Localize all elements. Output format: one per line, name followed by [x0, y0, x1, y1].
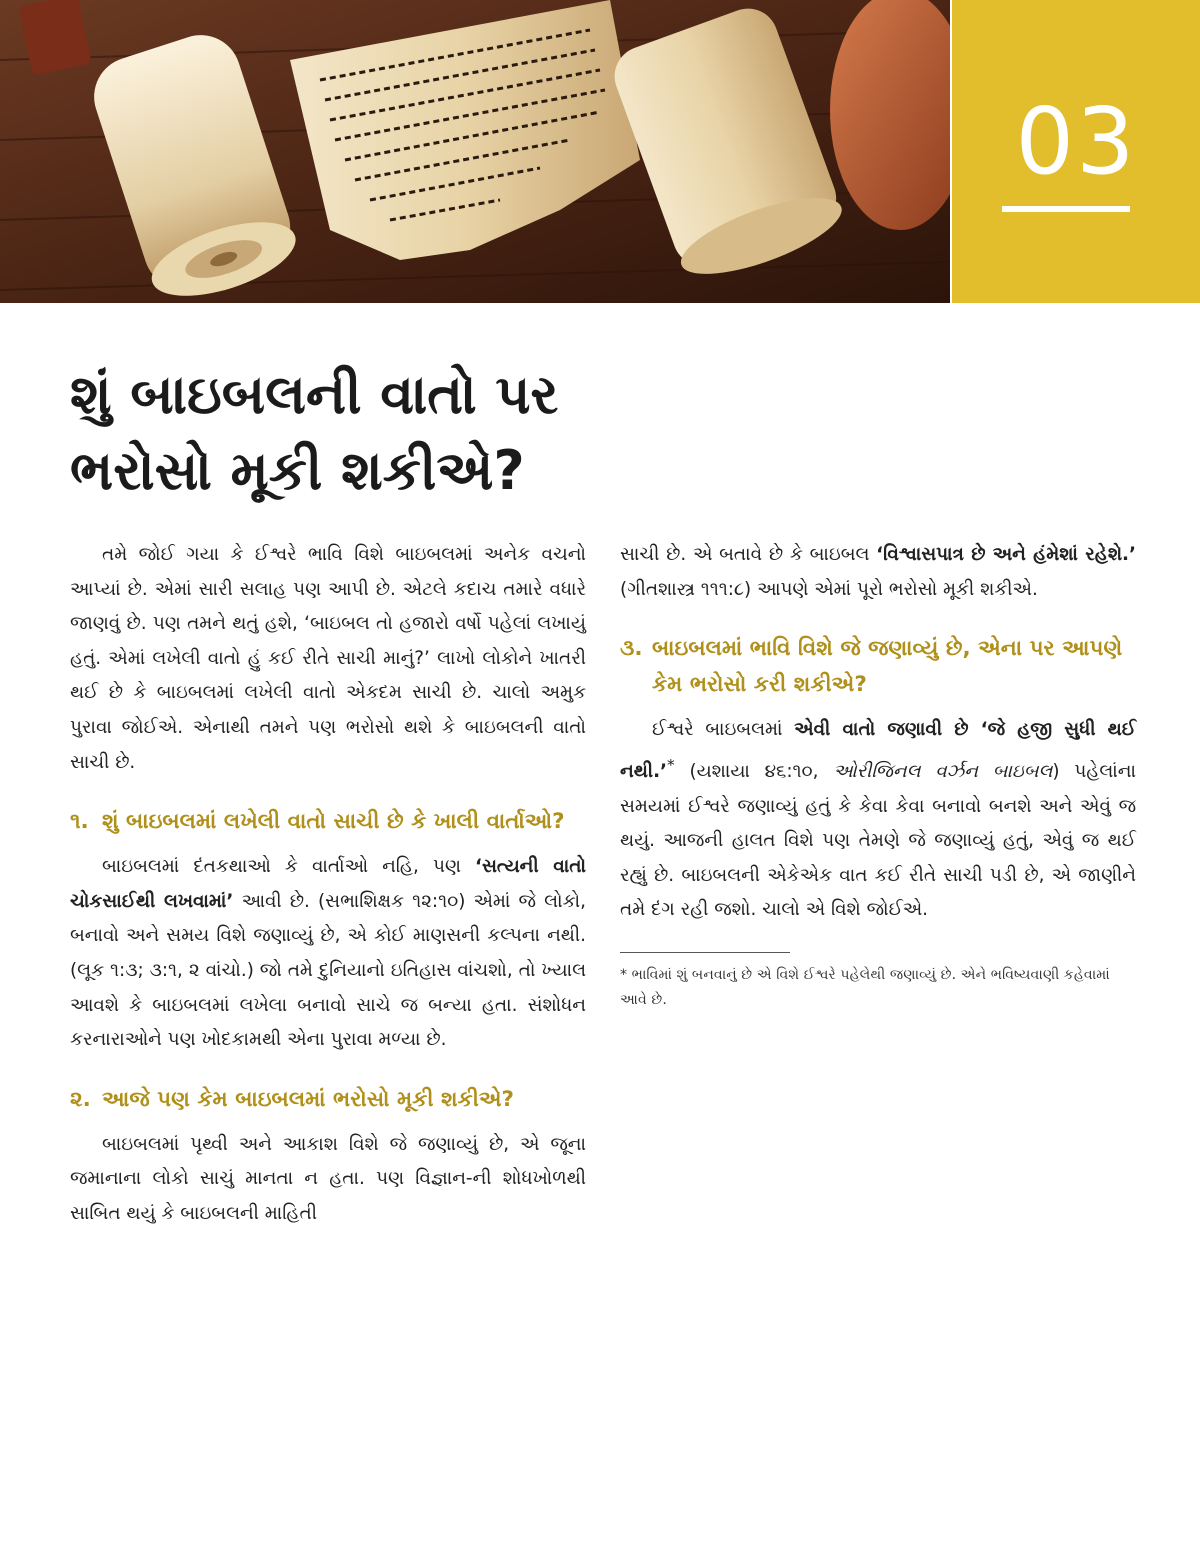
- question-2-number: ૨.: [70, 1086, 91, 1112]
- q3-citation-end: ): [1052, 760, 1060, 782]
- question-1-text: શું બાઇબલમાં લખેલી વાતો સાચી છે કે ખાલી વાર્તાઓ?: [102, 809, 565, 835]
- q2-text-right-start: સાચી છે. એ બતાવે છે કે બાઇબલ: [620, 544, 870, 565]
- page-title: શું બાઇબલની વાતો પર ભરોસો મૂકી શકીએ?: [70, 363, 559, 502]
- footnote: [620, 963, 1136, 1013]
- intro-paragraph: તમે જોઈ ગયા કે ઈશ્વરે ભાવિ વિશે બાઇબલમાં અનેક વચનો આપ્યાં છે. એમાં સારી સલાહ પણ આપી છે. એટલે કદાચ તમારે વધારે જાણવું છે. પણ તમને થતું હશે, ‘બાઇબલ તો હજારો વર્ષો પહેલાં લખાયું હતું. એમાં લખેલી વાતો હું કઈ રીતે સાચી માનું?’ લાખો લોકોને ખાતરી થઈ છે કે બાઇબલમાં લખેલી વાતો એકદમ સાચી છે. ચાલો અમુક પુરાવા જોઈએ. એનાથી તમને પણ ભરોસો થશે કે બાઇબલની વાતો સાચી છે.: [70, 544, 586, 773]
- question-1-answer: [70, 850, 586, 1058]
- question-2-answer-part-2: [620, 538, 1136, 607]
- q2-bold-quote: ‘વિશ્વાસપાત્ર છે અને હંમેશાં રહેશે.’: [876, 544, 1136, 565]
- right-column: [620, 538, 1136, 1013]
- q2-text-right-end: (ગીતશાસ્ત્ર ૧૧૧:૮) આપણે એમાં પૂરો ભરોસો મૂકી શકીએ.: [620, 578, 1038, 600]
- q3-citation-start: (યશાયા ૪૬:૧૦,: [689, 760, 819, 782]
- q3-text-start: ઈશ્વરે બાઇબલમાં: [652, 719, 783, 741]
- q3-citation-italic: ઓરીજિનલ વર્ઝન બાઇબલ: [833, 760, 1053, 782]
- footnote-text: ભાવિમાં શું બનવાનું છે એ વિશે ઈશ્વરે પહેલેથી જણાવ્યું છે. એને ભવિષ્યવાણી કહેવામાં આવે છે.: [620, 966, 1110, 1008]
- header-photo-scrolls: [0, 0, 950, 303]
- question-2-heading: [70, 1082, 586, 1118]
- q3-bold-quote: એવી વાતો જણાવી છે ‘જે હજી સુધી થઈ નથી.’: [620, 719, 1136, 782]
- q1-bold-quote: ‘સત્યની વાતો ચોકસાઈથી લખવામાં’: [70, 856, 586, 912]
- question-3-text: બાઇબલમાં ભાવિ વિશે જે જણાવ્યું છે, એના પર આપણે કેમ ભરોસો કરી શકીએ?: [652, 636, 1123, 698]
- q1-text-start: બાઇબલમાં દંતકથાઓ કે વાર્તાઓ નહિ, પણ: [102, 856, 461, 878]
- footnote-divider: [620, 952, 790, 953]
- question-1-number: ૧.: [70, 809, 89, 835]
- question-2-answer-part-1: બાઇબલમાં પૃથ્વી અને આકાશ વિશે જે જણાવ્યું છે, એ જૂના જમાનાના લોકો સાચું માનતા ન હતા. પણ વિજ્ઞાન-ની શોધખોળથી સાબિત થયું કે બાઇબલની માહિતી: [70, 1133, 586, 1224]
- question-3-number: ૩.: [620, 636, 643, 662]
- left-column: [70, 538, 586, 1232]
- q3-footnote-marker: *: [667, 755, 675, 774]
- question-1-heading: [70, 804, 586, 840]
- section-number-badge: [952, 0, 1200, 303]
- question-2-text: આજે પણ કેમ બાઇબલમાં ભરોસો મૂકી શકીએ?: [102, 1086, 515, 1112]
- section-number-underline: [1002, 206, 1130, 212]
- question-3-heading: [620, 631, 1136, 703]
- q3-text-end: પહેલાંના સમયમાં ઈશ્વરે જણાવ્યું હતું કે કેવા કેવા બનાવો બનશે અને એવું જ થયું. આજની હાલત વિશે પણ તેમણે જે જણાવ્યું હતું, એવું જ થઈ રહ્યું છે. બાઇબલની એકેએક વાત કઈ રીતે સાચી પડી છે, એ જાણીને તમે દંગ રહી જશો. ચાલો એ વિશે જોઈએ.: [620, 760, 1136, 921]
- section-number: 03: [1015, 88, 1137, 195]
- scrolls-illustration: [0, 0, 950, 303]
- q1-text-end: આવી છે. (સભાશિક્ષક ૧૨:૧૦) એમાં જે લોકો, બનાવો અને સમય વિશે જણાવ્યું છે, એ કોઈ માણસની કલ્પના નથી. (લૂક ૧:૩; ૩:૧, ૨ વાંચો.) જો તમે દુનિયાનો ઇતિહાસ વાંચશો, તો ખ્યાલ આવશે કે બાઇબલમાં લખેલા બનાવો સાચે જ બન્યા હતા. સંશોધન કરનારાઓને પણ ખોદકામથી એના પુરાવા મળ્યા છે.: [70, 890, 586, 1051]
- footnote-marker: *: [620, 966, 628, 983]
- question-3-answer: [620, 713, 1136, 928]
